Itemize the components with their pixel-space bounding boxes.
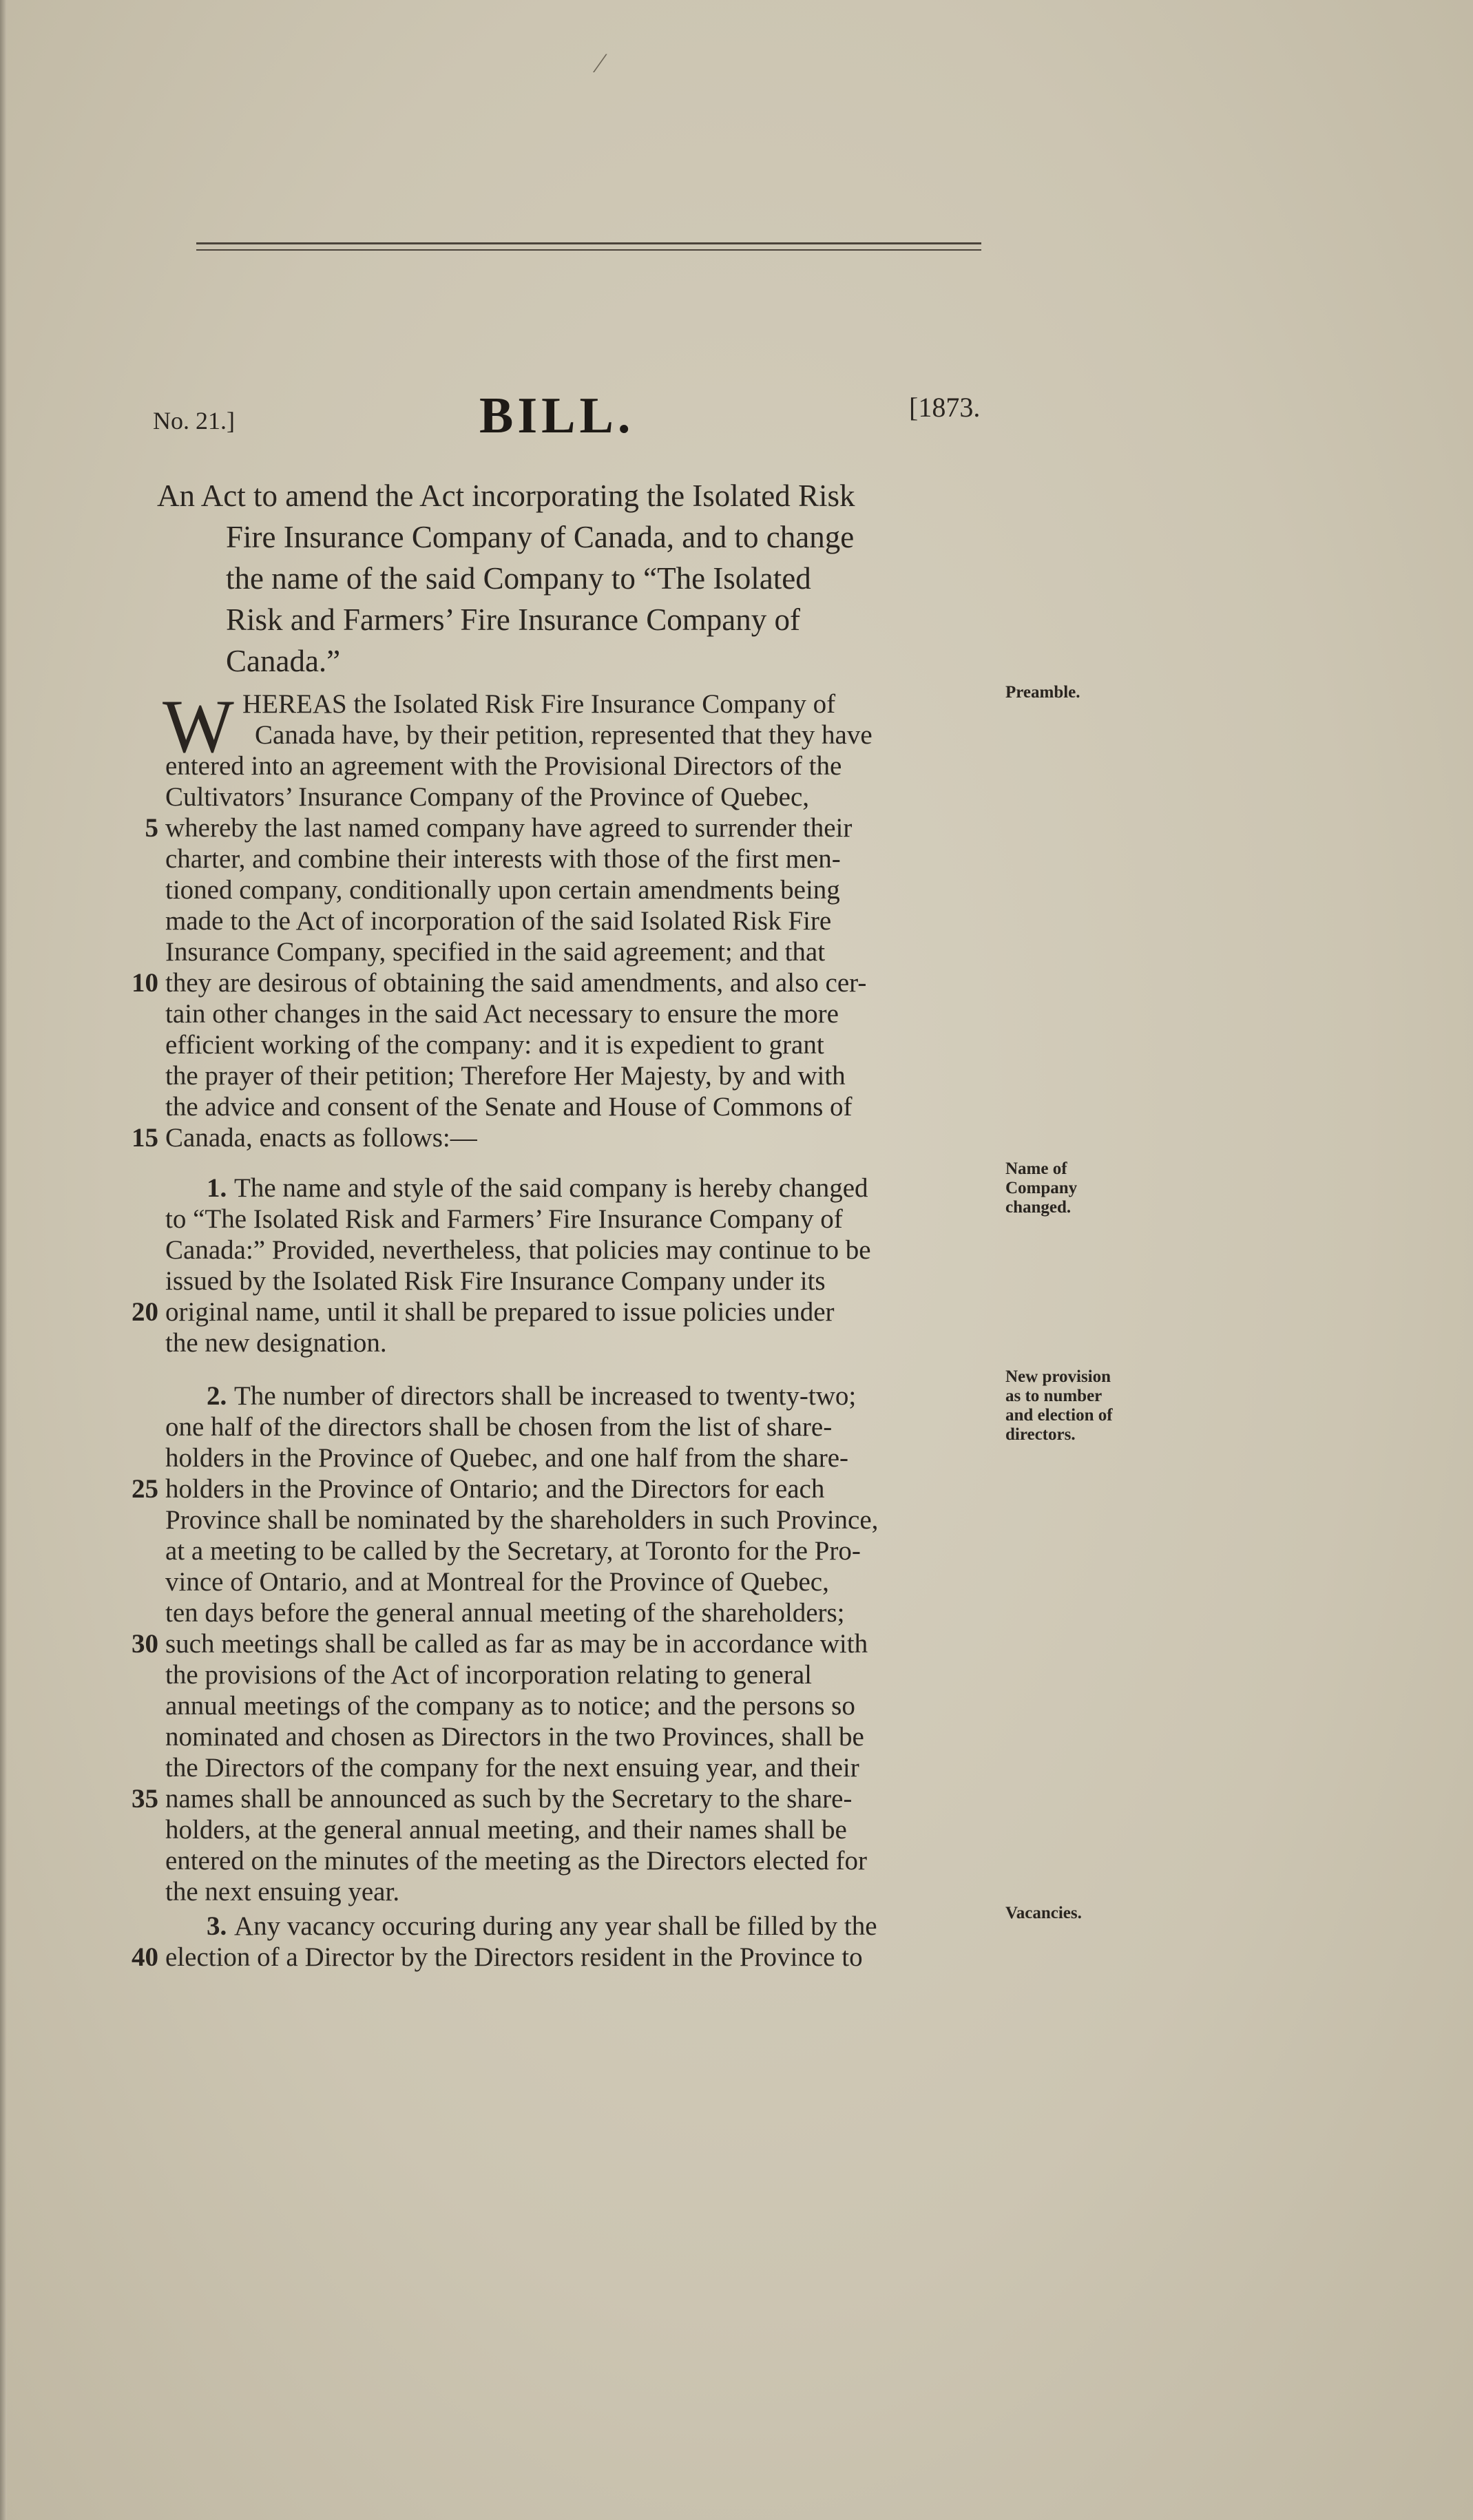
preamble-line: they are desirous of obtaining the said amendments, and also cer- bbox=[165, 968, 867, 998]
section2-line: such meetings shall be called as far as may be in accordance with bbox=[165, 1629, 868, 1659]
line-number: 40 bbox=[132, 1942, 158, 1972]
section1-line: The name and style of the said company is hereby changed bbox=[234, 1173, 868, 1203]
section2-line: at a meeting to be called by the Secretary, at Toronto for the Pro- bbox=[165, 1536, 861, 1566]
preamble-line: efficient working of the company: and it is expedient to grant bbox=[165, 1030, 824, 1060]
section-number: 1. bbox=[207, 1173, 227, 1203]
preamble-line: charter, and combine their interests with those of the first men- bbox=[165, 844, 841, 874]
section1-line: Canada:” Provided, nevertheless, that policies may continue to be bbox=[165, 1235, 871, 1265]
section-number: 3. bbox=[207, 1911, 227, 1941]
section1-line: issued by the Isolated Risk Fire Insurance Company under its bbox=[165, 1266, 826, 1296]
bill-number: No. 21.] bbox=[153, 407, 235, 434]
ink-mark: ⁄ bbox=[598, 48, 603, 78]
section2-line: entered on the minutes of the meeting as the Directors elected for bbox=[165, 1846, 868, 1876]
line-number: 15 bbox=[132, 1123, 158, 1153]
preamble-line: Insurance Company, specified in the said agreement; and that bbox=[165, 937, 826, 967]
header-rule-bottom bbox=[196, 249, 981, 251]
preamble-line: HEREAS the Isolated Risk Fire Insurance Company of bbox=[242, 689, 836, 719]
line-number: 5 bbox=[145, 813, 158, 843]
act-title bbox=[157, 475, 997, 682]
section-number: 2. bbox=[207, 1381, 227, 1411]
preamble-drop-cap: W bbox=[163, 684, 234, 768]
section1-line: original name, until it shall be prepared to issue policies under bbox=[165, 1297, 835, 1327]
section1-line: to “The Isolated Risk and Farmers’ Fire Insurance Company of bbox=[165, 1204, 843, 1234]
section2-line: holders, at the general annual meeting, and their names shall be bbox=[165, 1815, 847, 1845]
title-line: Risk and Farmers’ Fire Insurance Company of bbox=[226, 602, 800, 637]
section2-line: nominated and chosen as Directors in the two Provinces, shall be bbox=[165, 1722, 864, 1752]
section2-line: names shall be announced as such by the Secretary to the share- bbox=[165, 1784, 853, 1814]
preamble-line: the advice and consent of the Senate and House of Commons of bbox=[165, 1092, 853, 1122]
preamble-line: entered into an agreement with the Provisional Directors of the bbox=[165, 751, 842, 781]
section2-line: one half of the directors shall be chosen from the list of share- bbox=[165, 1412, 833, 1442]
section2-line: holders in the Province of Quebec, and one half from the share- bbox=[165, 1443, 848, 1473]
section2-line: ten days before the general annual meeting of the shareholders; bbox=[165, 1598, 845, 1628]
section2-line: holders in the Province of Ontario; and the Directors for each bbox=[165, 1474, 825, 1504]
section2-line: annual meetings of the company as to notice; and the persons so bbox=[165, 1691, 855, 1721]
title-line: the name of the said Company to “The Isolated bbox=[226, 561, 811, 596]
line-number: 25 bbox=[132, 1474, 158, 1504]
section2-line: the Directors of the company for the next ensuing year, and their bbox=[165, 1753, 859, 1783]
line-number: 30 bbox=[132, 1629, 158, 1659]
preamble-line: made to the Act of incorporation of the said Isolated Risk Fire bbox=[165, 906, 832, 936]
section3-line: Any vacancy occuring during any year shall be filled by the bbox=[234, 1911, 877, 1941]
section2-line: Province shall be nominated by the shareholders in such Province, bbox=[165, 1505, 879, 1535]
page-spine-shadow bbox=[0, 0, 7, 2520]
preamble-line: Canada, enacts as follows:— bbox=[165, 1123, 477, 1153]
preamble-line: the prayer of their petition; Therefore Her Majesty, by and with bbox=[165, 1061, 846, 1091]
section2-line: The number of directors shall be increased to twenty-two; bbox=[234, 1381, 857, 1411]
line-number: 10 bbox=[132, 968, 158, 998]
section2-line: the next ensuing year. bbox=[165, 1877, 400, 1907]
preamble-line: Canada have, by their petition, represented that they have bbox=[255, 720, 873, 750]
side-note-directors: New provision as to number and election of directors. bbox=[1005, 1367, 1113, 1444]
section2-line: vince of Ontario, and at Montreal for the Province of Quebec, bbox=[165, 1567, 829, 1597]
title-line: An Act to amend the Act incorporating the Isolated Risk bbox=[157, 479, 855, 513]
line-number: 35 bbox=[132, 1784, 158, 1814]
bill-year: [1873. bbox=[909, 392, 981, 423]
bill-heading: BILL. bbox=[479, 388, 635, 444]
header-rule-top bbox=[196, 242, 981, 244]
title-line: Canada.” bbox=[226, 644, 341, 678]
preamble-line: Cultivators’ Insurance Company of the Province of Quebec, bbox=[165, 782, 810, 812]
side-note-vacancies: Vacancies. bbox=[1005, 1904, 1082, 1922]
line-number: 20 bbox=[132, 1297, 158, 1327]
preamble-line: tioned company, conditionally upon certain amendments being bbox=[165, 875, 840, 905]
side-note-preamble: Preamble. bbox=[1005, 683, 1080, 702]
preamble-line: tain other changes in the said Act necessary to ensure the more bbox=[165, 999, 839, 1029]
preamble-line: whereby the last named company have agreed to surrender their bbox=[165, 813, 853, 843]
side-note-name-changed: Name of Company changed. bbox=[1005, 1159, 1078, 1217]
section2-line: the provisions of the Act of incorporation relating to general bbox=[165, 1660, 812, 1690]
title-line: Fire Insurance Company of Canada, and to change bbox=[226, 520, 855, 554]
section1-line: the new designation. bbox=[165, 1328, 387, 1358]
section3-line: election of a Director by the Directors resident in the Province to bbox=[165, 1942, 863, 1972]
